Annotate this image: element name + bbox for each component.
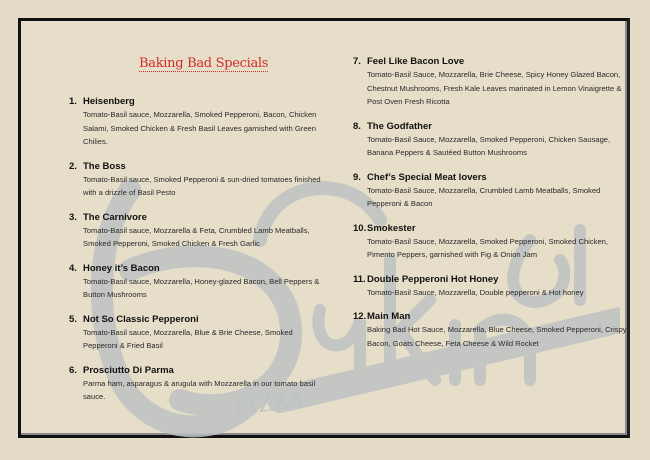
item-description: Baking Bad Hot Sauce, Mozzarella, Blue Cheese, Smoked Pepperoni, Crispy Bacon, Goats Cheese, Feta Cheese & Wild Rocket bbox=[367, 325, 627, 348]
menu-column-left bbox=[69, 96, 324, 416]
item-number: 1. bbox=[69, 96, 77, 107]
item-number: 7. bbox=[353, 56, 361, 67]
item-name: The Boss bbox=[83, 160, 126, 172]
item-number: 10. bbox=[353, 222, 367, 234]
menu-item bbox=[353, 223, 628, 262]
item-name: Not So Classic Pepperoni bbox=[83, 313, 199, 325]
menu-item bbox=[353, 121, 628, 160]
item-description: Tomato-Basil Sauce, Mozzarella, Double pepperoni & Hot honey bbox=[367, 287, 584, 297]
item-name: Smokester bbox=[367, 222, 416, 234]
item-name: Heisenberg bbox=[83, 96, 135, 107]
item-number: 5. bbox=[69, 313, 77, 325]
item-name: Main Man bbox=[367, 311, 411, 322]
item-description: Parma ham, asparagus & arugula with Mozzarella in our tomato basil sauce. bbox=[83, 378, 316, 401]
menu-item bbox=[69, 96, 324, 149]
menu-title: Baking Bad Specials bbox=[139, 56, 269, 71]
menu-item bbox=[353, 172, 628, 211]
item-name: The Carnivore bbox=[83, 211, 147, 223]
item-number: 3. bbox=[69, 211, 77, 223]
menu-item bbox=[69, 365, 324, 404]
item-description: Tomato-Basil Sauce, Mozzarella, Smoked Pepperoni, Smoked Chicken, Pimento Peppers, garnished with Fig & Onion Jam bbox=[367, 236, 609, 259]
menu-item bbox=[353, 274, 628, 300]
menu-column-right bbox=[353, 56, 628, 362]
item-description: Tomato-Basil sauce, Mozzarella, Smoked Pepperoni, Bacon, Chicken Salami, Smoked Chicken & Fresh Basil Leaves garnished with Green Chilies. bbox=[83, 110, 317, 146]
item-description: Tomato-Basil Sauce, Mozzarella, Brie Cheese, Spicy Honey Glazed Bacon, Chestnut Mushrooms, Fresh Kale Leaves marinated in Lemon Vinaigrette & Post Oven Fresh Ricotta bbox=[367, 70, 622, 106]
menu-item bbox=[353, 56, 628, 109]
item-description: Tomato-Basil sauce, Mozzarella, Honey-glazed Bacon, Bell Peppers & Button Mushrooms bbox=[83, 276, 320, 299]
item-name: Chef’s Special Meat lovers bbox=[367, 171, 487, 183]
item-description: Tomato-Basil Sauce, Mozzarella, Smoked Pepperoni, Chicken Sausage, Banana Peppers & Sautéed Button Mushrooms bbox=[367, 134, 611, 157]
item-description: Tomato-Basil sauce, Mozzarella & Feta, Crumbled Lamb Meatballs, Smoked Pepperoni, Smoked Chicken & Fresh Garlic bbox=[83, 225, 310, 248]
item-number: 8. bbox=[353, 120, 361, 132]
menu-item bbox=[353, 311, 628, 350]
item-name: Double Pepperoni Hot Honey bbox=[367, 273, 499, 285]
menu-item bbox=[69, 161, 324, 200]
menu-item bbox=[69, 212, 324, 251]
item-number: 6. bbox=[69, 364, 77, 376]
item-description: Tomato-Basil Sauce, Mozzarella, Crumbled Lamb Meatballs, Smoked Pepperoni & Bacon bbox=[367, 185, 601, 208]
item-description: Tomato-Basil sauce, Mozzarella, Blue & Brie Cheese, Smoked Pepperoni & Fried Basil bbox=[83, 327, 293, 350]
item-number: 12. bbox=[353, 311, 367, 322]
item-name: Honey it’s Bacon bbox=[83, 262, 160, 274]
item-name: Prosciutto Di Parma bbox=[83, 364, 174, 376]
item-description: Tomato-Basil sauce, Smoked Pepperoni & sun-dried tomatoes finished with a drizzle of Basil Pesto bbox=[83, 174, 321, 197]
svg-text:PIZZA: PIZZA bbox=[232, 386, 306, 422]
item-name: The Godfather bbox=[367, 120, 432, 132]
menu-item bbox=[69, 314, 324, 353]
item-name: Feel Like Bacon Love bbox=[367, 56, 465, 67]
item-number: 2. bbox=[69, 160, 77, 172]
item-number: 11. bbox=[353, 273, 366, 285]
item-number: 4. bbox=[69, 262, 77, 274]
menu-item bbox=[69, 263, 324, 302]
item-number: 9. bbox=[353, 171, 361, 183]
